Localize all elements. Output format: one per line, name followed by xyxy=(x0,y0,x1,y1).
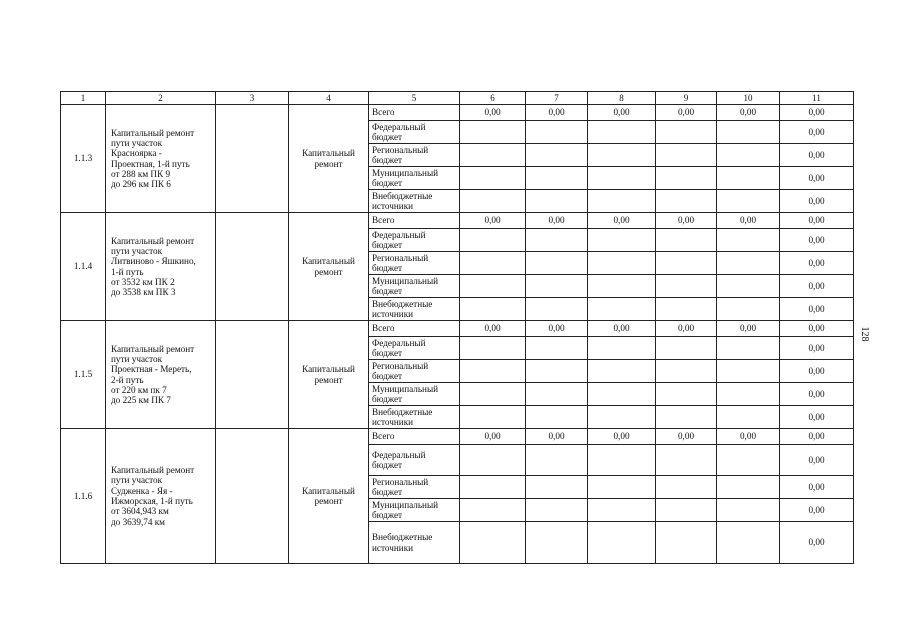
value-cell: 0,00 xyxy=(460,321,526,337)
table-row xyxy=(61,213,854,229)
value-cell xyxy=(588,121,656,144)
object-name-line: до 296 км ПК 6 xyxy=(111,179,171,190)
value-cell: 0,00 xyxy=(717,429,780,445)
funding-source-label: Федеральный бюджет xyxy=(369,121,460,144)
object-name-line: от 3532 км ПК 2 xyxy=(111,276,175,287)
value-cell xyxy=(717,406,780,429)
empty-cell xyxy=(216,213,289,321)
funding-source-label: Федеральный бюджет xyxy=(369,229,460,252)
value-cell xyxy=(717,190,780,213)
value-cell xyxy=(656,476,717,499)
value-cell xyxy=(656,121,717,144)
value-cell xyxy=(588,252,656,275)
value-cell: 0,00 xyxy=(780,321,854,337)
object-name-line: Судженка - Яя - xyxy=(111,485,173,496)
value-cell xyxy=(460,445,526,476)
value-cell: 0,00 xyxy=(780,121,854,144)
value-cell xyxy=(588,476,656,499)
value-cell xyxy=(717,337,780,360)
value-cell: 0,00 xyxy=(526,213,588,229)
funding-source-label: Муниципальный бюджет xyxy=(369,167,460,190)
value-cell xyxy=(460,298,526,321)
value-cell xyxy=(717,275,780,298)
empty-cell xyxy=(216,105,289,213)
value-cell: 0,00 xyxy=(780,337,854,360)
object-name-line: Красноярка - xyxy=(111,148,162,159)
value-cell xyxy=(588,275,656,298)
funding-source-label: Федеральный бюджет xyxy=(369,337,460,360)
value-cell xyxy=(526,337,588,360)
value-cell: 0,00 xyxy=(780,383,854,406)
object-name-line: Капитальный ремонт xyxy=(111,127,195,138)
value-cell xyxy=(526,445,588,476)
value-cell xyxy=(588,144,656,167)
value-cell xyxy=(460,121,526,144)
value-cell: 0,00 xyxy=(780,429,854,445)
value-cell: 0,00 xyxy=(780,275,854,298)
value-cell xyxy=(717,522,780,564)
value-cell xyxy=(656,337,717,360)
value-cell xyxy=(717,383,780,406)
object-name-line: пути участок xyxy=(111,353,163,364)
value-cell xyxy=(588,229,656,252)
value-cell: 0,00 xyxy=(780,406,854,429)
object-name-line: Проектная, 1-й путь xyxy=(111,158,190,169)
funding-source-label: Региональный бюджет xyxy=(369,144,460,167)
value-cell xyxy=(526,275,588,298)
value-cell: 0,00 xyxy=(780,445,854,476)
page-number: 128 xyxy=(859,326,870,342)
value-cell: 0,00 xyxy=(780,522,854,564)
value-cell xyxy=(656,275,717,298)
table-row xyxy=(61,321,854,337)
column-header: 8 xyxy=(588,92,656,105)
funding-source-label: Муниципальный бюджет xyxy=(369,275,460,298)
object-name-line: 2-й путь xyxy=(111,374,144,385)
funding-source-label: Внебюджетные источники xyxy=(369,406,460,429)
funding-source-label: Региональный бюджет xyxy=(369,252,460,275)
funding-source-label: Внебюджетные источники xyxy=(369,522,460,564)
value-cell xyxy=(588,337,656,360)
object-name xyxy=(106,213,216,321)
row-code: 1.1.3 xyxy=(61,105,106,213)
value-cell xyxy=(526,522,588,564)
value-cell xyxy=(717,445,780,476)
value-cell: 0,00 xyxy=(717,213,780,229)
object-name-line: Литвиново - Яшкино, xyxy=(111,256,196,267)
value-cell: 0,00 xyxy=(460,105,526,121)
value-cell xyxy=(656,406,717,429)
column-header: 1 xyxy=(61,92,106,105)
object-name-line: от 288 км ПК 9 xyxy=(111,168,171,179)
value-cell xyxy=(526,144,588,167)
value-cell xyxy=(717,360,780,383)
object-name-line: 1-й путь xyxy=(111,266,144,277)
object-name-line: пути участок xyxy=(111,245,163,256)
value-cell xyxy=(656,144,717,167)
value-cell xyxy=(656,229,717,252)
value-cell: 0,00 xyxy=(588,213,656,229)
value-cell: 0,00 xyxy=(780,105,854,121)
object-name xyxy=(106,321,216,429)
value-cell xyxy=(717,229,780,252)
value-cell xyxy=(656,360,717,383)
value-cell xyxy=(656,167,717,190)
funding-source-label: Муниципальный бюджет xyxy=(369,383,460,406)
value-cell xyxy=(526,383,588,406)
value-cell xyxy=(526,499,588,522)
value-cell xyxy=(460,406,526,429)
value-cell: 0,00 xyxy=(460,213,526,229)
value-cell: 0,00 xyxy=(717,105,780,121)
value-cell xyxy=(717,144,780,167)
value-cell xyxy=(717,499,780,522)
value-cell xyxy=(460,522,526,564)
value-cell xyxy=(656,445,717,476)
value-cell: 0,00 xyxy=(717,321,780,337)
value-cell xyxy=(656,499,717,522)
value-cell xyxy=(656,252,717,275)
row-code: 1.1.5 xyxy=(61,321,106,429)
object-name-line: Капитальный ремонт xyxy=(111,235,195,246)
header-row xyxy=(61,92,854,105)
value-cell: 0,00 xyxy=(780,298,854,321)
object-name-line: до 3639,74 км xyxy=(111,516,165,527)
value-cell xyxy=(656,298,717,321)
funding-source-label: Всего xyxy=(369,213,460,229)
object-name-line: Капитальный ремонт xyxy=(111,465,195,476)
value-cell xyxy=(526,476,588,499)
column-header: 7 xyxy=(526,92,588,105)
value-cell xyxy=(526,406,588,429)
column-header: 6 xyxy=(460,92,526,105)
object-name-line: от 3604,943 км xyxy=(111,506,169,517)
object-name-line: пути участок xyxy=(111,475,163,486)
object-name-line: Ижморская, 1-й путь xyxy=(111,496,193,506)
value-cell xyxy=(588,298,656,321)
value-cell: 0,00 xyxy=(780,499,854,522)
column-header: 4 xyxy=(289,92,369,105)
value-cell xyxy=(460,252,526,275)
value-cell xyxy=(717,121,780,144)
column-header: 2 xyxy=(106,92,216,105)
row-code: 1.1.4 xyxy=(61,213,106,321)
value-cell: 0,00 xyxy=(588,429,656,445)
value-cell xyxy=(588,522,656,564)
value-cell: 0,00 xyxy=(526,105,588,121)
value-cell: 0,00 xyxy=(780,213,854,229)
value-cell xyxy=(526,298,588,321)
value-cell xyxy=(717,476,780,499)
value-cell xyxy=(460,383,526,406)
value-cell: 0,00 xyxy=(780,476,854,499)
object-name-line: Капитальный ремонт xyxy=(111,343,195,354)
object-name xyxy=(106,105,216,213)
budget-table xyxy=(60,91,854,564)
value-cell xyxy=(526,252,588,275)
value-cell xyxy=(460,229,526,252)
table-row xyxy=(61,105,854,121)
value-cell xyxy=(717,252,780,275)
funding-source-label: Внебюджетные источники xyxy=(369,298,460,321)
funding-source-label: Внебюджетные источники xyxy=(369,190,460,213)
value-cell xyxy=(526,360,588,383)
value-cell: 0,00 xyxy=(526,429,588,445)
row-code: 1.1.6 xyxy=(61,429,106,564)
value-cell: 0,00 xyxy=(588,105,656,121)
value-cell: 0,00 xyxy=(780,252,854,275)
value-cell xyxy=(588,445,656,476)
funding-source-label: Региональный бюджет xyxy=(369,476,460,499)
value-cell xyxy=(588,360,656,383)
funding-source-label: Всего xyxy=(369,105,460,121)
work-type: Капитальный ремонт xyxy=(289,321,369,429)
value-cell: 0,00 xyxy=(588,321,656,337)
value-cell xyxy=(588,406,656,429)
value-cell xyxy=(460,360,526,383)
value-cell xyxy=(588,499,656,522)
empty-cell xyxy=(216,321,289,429)
value-cell xyxy=(656,522,717,564)
funding-source-label: Муниципальный бюджет xyxy=(369,499,460,522)
column-header: 5 xyxy=(369,92,460,105)
object-name xyxy=(106,429,216,564)
value-cell: 0,00 xyxy=(656,321,717,337)
value-cell xyxy=(526,121,588,144)
funding-source-label: Всего xyxy=(369,321,460,337)
value-cell xyxy=(460,337,526,360)
value-cell xyxy=(717,167,780,190)
value-cell xyxy=(460,144,526,167)
column-header: 10 xyxy=(717,92,780,105)
value-cell: 0,00 xyxy=(656,105,717,121)
value-cell: 0,00 xyxy=(780,190,854,213)
value-cell xyxy=(526,190,588,213)
object-name-line: пути участок xyxy=(111,137,163,148)
object-name-line: до 225 км ПК 7 xyxy=(111,395,171,406)
column-header: 3 xyxy=(216,92,289,105)
value-cell: 0,00 xyxy=(526,321,588,337)
value-cell xyxy=(717,298,780,321)
value-cell: 0,00 xyxy=(656,429,717,445)
value-cell xyxy=(588,383,656,406)
value-cell: 0,00 xyxy=(780,229,854,252)
value-cell xyxy=(526,167,588,190)
value-cell xyxy=(656,190,717,213)
value-cell: 0,00 xyxy=(780,144,854,167)
value-cell xyxy=(460,275,526,298)
value-cell xyxy=(460,190,526,213)
work-type: Капитальный ремонт xyxy=(289,213,369,321)
work-type: Капитальный ремонт xyxy=(289,429,369,564)
value-cell: 0,00 xyxy=(460,429,526,445)
value-cell xyxy=(460,167,526,190)
value-cell xyxy=(526,229,588,252)
funding-source-label: Всего xyxy=(369,429,460,445)
funding-source-label: Региональный бюджет xyxy=(369,360,460,383)
value-cell xyxy=(460,499,526,522)
work-type: Капитальный ремонт xyxy=(289,105,369,213)
column-header: 11 xyxy=(780,92,854,105)
table-row xyxy=(61,429,854,445)
value-cell xyxy=(588,190,656,213)
object-name-line: Проектная - Мереть, xyxy=(111,364,192,375)
value-cell: 0,00 xyxy=(656,213,717,229)
value-cell xyxy=(656,383,717,406)
column-header: 9 xyxy=(656,92,717,105)
value-cell: 0,00 xyxy=(780,360,854,383)
value-cell xyxy=(588,167,656,190)
object-name-line: до 3538 км ПК 3 xyxy=(111,287,176,298)
object-name-line: от 220 км пк 7 xyxy=(111,384,167,395)
value-cell: 0,00 xyxy=(780,167,854,190)
empty-cell xyxy=(216,429,289,564)
funding-source-label: Федеральный бюджет xyxy=(369,445,460,476)
value-cell xyxy=(460,476,526,499)
